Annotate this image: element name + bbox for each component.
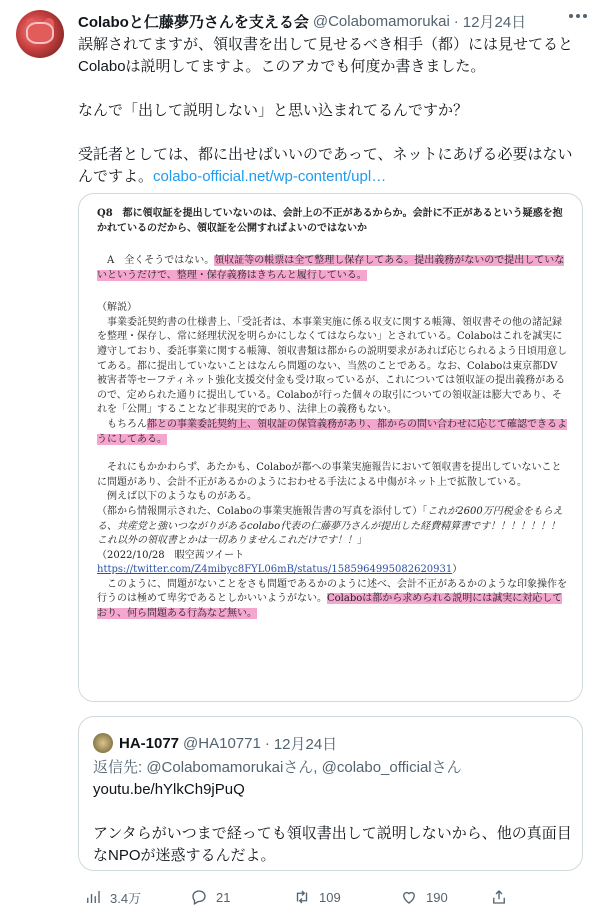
author-avatar[interactable] [16, 10, 64, 58]
retweet-icon [293, 888, 311, 906]
retweet-count: 109 [319, 889, 341, 905]
quoted-tweet-text: なNPOが迷惑するんだよ。 [93, 847, 276, 864]
document-conclusion: このように、問題がないことをさも問題であるかのように述べ、会計不正があるかのような印象操作を行うのは極めて卑劣であるとしかいいようがない。Colaboは都から求められる説明には誠実に対応しており、何ら問題ある行為など無い。 [97, 578, 567, 620]
document-quote: （都から情報開示された、Colaboの事業実施報告書の写真を添付して）「これが2600万円税金をもらえる、共産党と強いつながりがあるcolabo代表の仁藤夢乃さんが提出した経費精算書です！！！！！！！これ以外の領収書とかは一切ありませんこれだけです！！」 [97, 505, 563, 547]
quoted-header-separator: · [264, 734, 270, 752]
views-button[interactable] [84, 888, 141, 907]
share-icon [490, 888, 508, 906]
tweet-text-line: なんで「出して説明しない」と思い込まれてるんですか？ [78, 102, 469, 119]
document-answer: A 全くそうではない。領収証等の帳票は全て整理し保存してある。提出義務がないので提出していないというだけで、整理・保存義務はきちんと履行している。 [97, 255, 565, 281]
header-separator: · [453, 12, 459, 30]
reply-button[interactable] [190, 888, 230, 906]
document-nevertheless: それにもかかわらず、あたかも、Colaboが都への事業実施報告において領収書を提出していないことに問題があり、会計不正があるかのようにおわせる手法による中傷がネット上で拡散している。 [97, 462, 562, 488]
quoted-tweet-timestamp: 12月24日 [273, 735, 338, 753]
tweet-actions [78, 882, 598, 912]
quoted-tweet-body [93, 757, 573, 867]
tweet-text-line: 受託者としては、都に出せばいいのであって、ネットにあげる必要はない [78, 146, 573, 163]
document-explanation-heading: （解説） [97, 302, 137, 314]
quoted-tweet[interactable] [78, 716, 583, 871]
more-icon[interactable] [569, 14, 587, 20]
document-mochiron: もちろん都との事業委託契約上、領収証の保管義務があり、都からの問い合わせに応じて確認できるようにしてある。 [97, 418, 567, 445]
author-name[interactable]: Colaboと仁藤夢乃さんを支える会 [78, 13, 309, 31]
share-button[interactable] [490, 888, 508, 906]
reply-to: 返信先: @Colabomamorukaiさん, @colabo_officialさん [93, 759, 462, 776]
tweet-text-line: 誤解されてますが、領収書を出して見せるべき相手（都）には見せてると [78, 36, 574, 53]
author-handle[interactable]: @Colabomamorukai [312, 12, 450, 30]
tweet-timestamp[interactable]: 12月24日 [462, 13, 527, 31]
tweet-text [78, 34, 590, 188]
highlight: 領収証等の帳票は全て整理し保存してある。提出義務がないので提出していないというだけで、整理・保存義務はきちんと履行している。 [97, 255, 565, 281]
reply-count: 21 [216, 889, 231, 905]
attached-document-image[interactable] [78, 193, 583, 702]
tweet-text-line: Colaboは説明してますよ。このアカでも何度か書きました。 [78, 58, 486, 75]
quoted-tweet-text: アンタらがいつまで経っても領収書出して説明しないから、他の真面目 [93, 825, 572, 842]
highlight: Colaboは都から求められる説明には誠実に対応しており、何ら問題ある行為など無い。 [97, 593, 563, 620]
like-icon [400, 888, 418, 906]
quoted-tweet-header [119, 733, 337, 753]
tweet-header [78, 10, 591, 32]
quoted-tweet-link: youtu.be/hYlkCh9jPuQ [93, 781, 245, 798]
views-icon [84, 888, 102, 906]
document-explanation-body: 事業委託契約書の仕様書上、「受託者は、本事業実施に係る収支に関する帳簿、領収書その他の諸記録を整理・保存し、常に経理状況を明らかにしなくてはならない」とされている。Colaboはこれを誠実に遵守しており、委託事業に関する帳簿、領収書類は都からの説明要求があれば応じられるよう日頃用意してある。都に提出していないことはなんら問題のない、当然のことである。なお、Colaboは東京都DV被害者等セーフティネット強化支援交付金も受け取っているが、これについては領収証の提出義務があるので、定められた通りに提出している。Colaboが行った個々の取引についての領収証は膨大であり、それを「公開」することなど非現実的であり、法律上の義務もない。 [97, 316, 567, 416]
retweet-button[interactable] [293, 888, 341, 906]
tweet-text-line: んですよ。colabo-official.net/wp-content/upl… [78, 168, 387, 185]
reply-icon [190, 888, 208, 906]
document-tweet-meta: （2022/10/28 暇空茜ツイート [97, 549, 245, 561]
quoted-author-name: HA-1077 [119, 734, 180, 752]
quoted-author-avatar [93, 733, 113, 753]
document-example-intro: 例えば以下のようなものがある。 [97, 491, 257, 503]
document-text [97, 206, 567, 622]
document-tweet-url-line: https://twitter.com/Z4mibyc8FYL06mB/status/1585964995082620931） [97, 564, 463, 576]
views-count: 3.4万 [110, 890, 142, 906]
highlight: 都との事業委託契約上、領収証の保管義務があり、都からの問い合わせに応じて確認できるようにしてある。 [97, 418, 567, 445]
like-button[interactable] [400, 888, 448, 906]
document-tweet-url: https://twitter.com/Z4mibyc8FYL06mB/status/1585964995082620931 [97, 564, 453, 576]
tweet-link[interactable]: colabo-official.net/wp-content/upl… [153, 168, 387, 185]
like-count: 190 [426, 889, 448, 905]
document-question: Q8 都に領収証を提出していないのは、会計上の不正があるからか。会計に不正があるという疑惑を抱かれているのだから、領収証を公開すればよいのではないか [97, 208, 563, 234]
quoted-author-handle: @HA10771 [183, 734, 261, 752]
